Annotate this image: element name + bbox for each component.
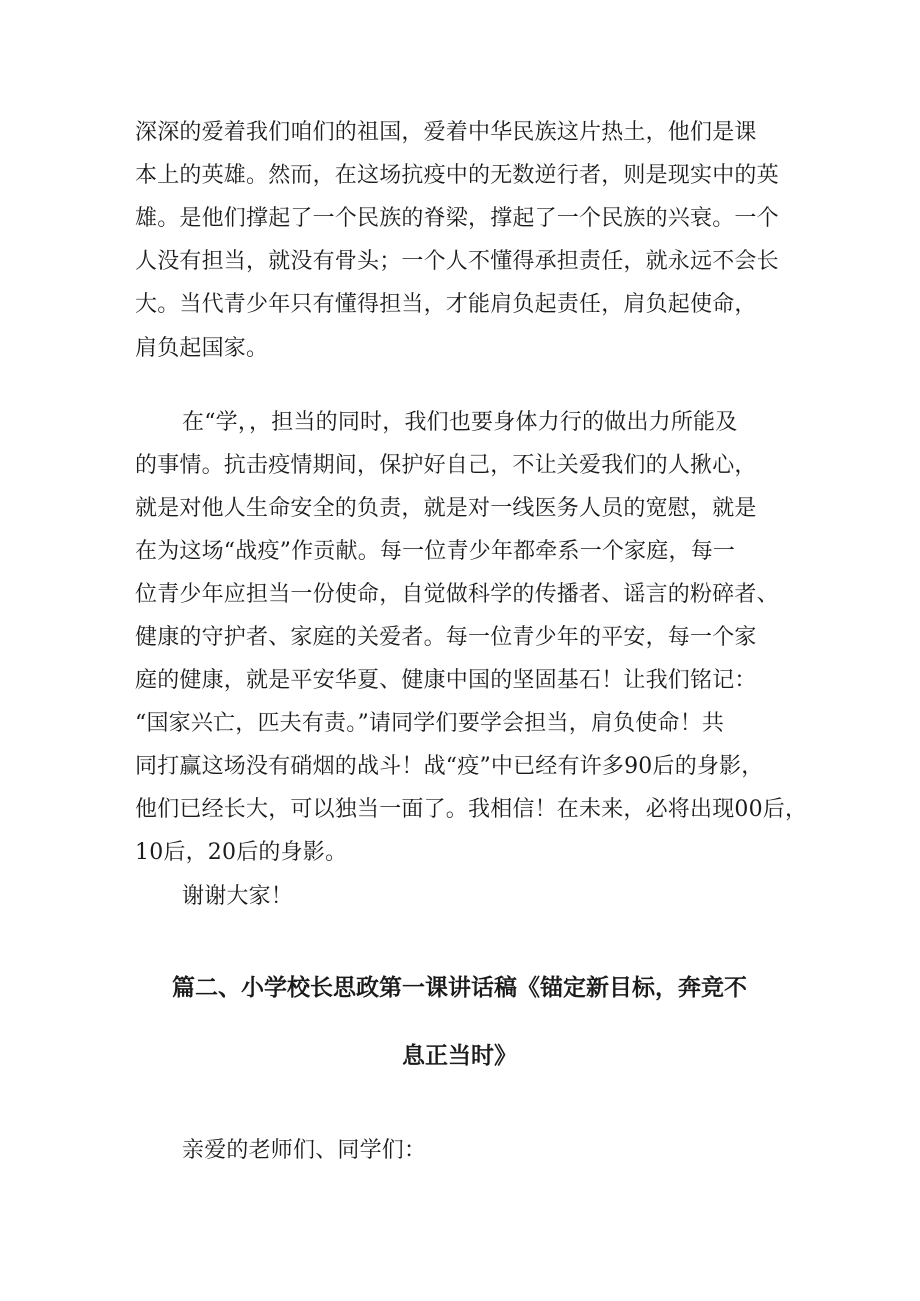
paragraph-line: 深深的爱着我们咱们的祖国，爱着中华民族这片热土，他们是课	[135, 120, 757, 145]
paragraph-line: 大。当代青少年只有懂得担当，才能肩负起责任，肩负起使命，	[135, 292, 757, 317]
paragraph-line: 健康的守护者、家庭的关爱者。每一位青少年的平安，每一个家	[135, 625, 757, 650]
section-heading-line-2: 息正当时》	[402, 1043, 517, 1069]
paragraph-line: “国家兴亡，匹夫有责。”请同学们要学会担当，肩负使命！共	[135, 711, 725, 736]
greeting-line: 亲爱的老师们、同学们：	[182, 1138, 427, 1163]
paragraph-line: 人没有担当，就没有骨头；一个人不懂得承担责任，就永远不会长	[135, 249, 779, 274]
paragraph-line: 位青少年应担当一份使命，自觉做科学的传播者、谣言的粉碎者、	[135, 582, 779, 607]
paragraph-line: 10后，20后的身影。	[135, 840, 348, 865]
paragraph-line: 雄。是他们撑起了一个民族的脊梁，撑起了一个民族的兴衰。一个	[135, 206, 779, 231]
paragraph-line: 在“学，，担当的同时，我们也要身体力行的做出力所能及	[182, 410, 738, 435]
section-heading-line-1: 篇二、小学校长思政第一课讲话稿《锚定新目标，奔竞不	[172, 975, 747, 1001]
paragraph-line: 他们已经长大，可以独当一面了。我相信！在未来，必将出现00后，	[135, 797, 808, 822]
paragraph-line: 就是对他人生命安全的负责，就是对一线医务人员的宽慰，就是	[135, 496, 757, 521]
paragraph-line: 的事情。抗击疫情期间，保护好自己，不让关爱我们的人揪心，	[135, 453, 757, 478]
paragraph-line: 肩负起国家。	[135, 336, 269, 361]
paragraph-line: 庭的健康，就是平安华夏、健康中国的坚固基石！让我们铭记：	[135, 668, 757, 693]
paragraph-line: 在为这场“战疫”作贡献。每一位青少年都牵系一个家庭，每一	[135, 539, 736, 564]
paragraph-line: 本上的英雄。然而，在这场抗疫中的无数逆行者，则是现实中的英	[135, 163, 779, 188]
closing-line: 谢谢大家！	[182, 884, 294, 909]
paragraph-line: 同打赢这场没有硝烟的战斗！战“疫”中已经有许多90后的身影，	[135, 754, 764, 779]
